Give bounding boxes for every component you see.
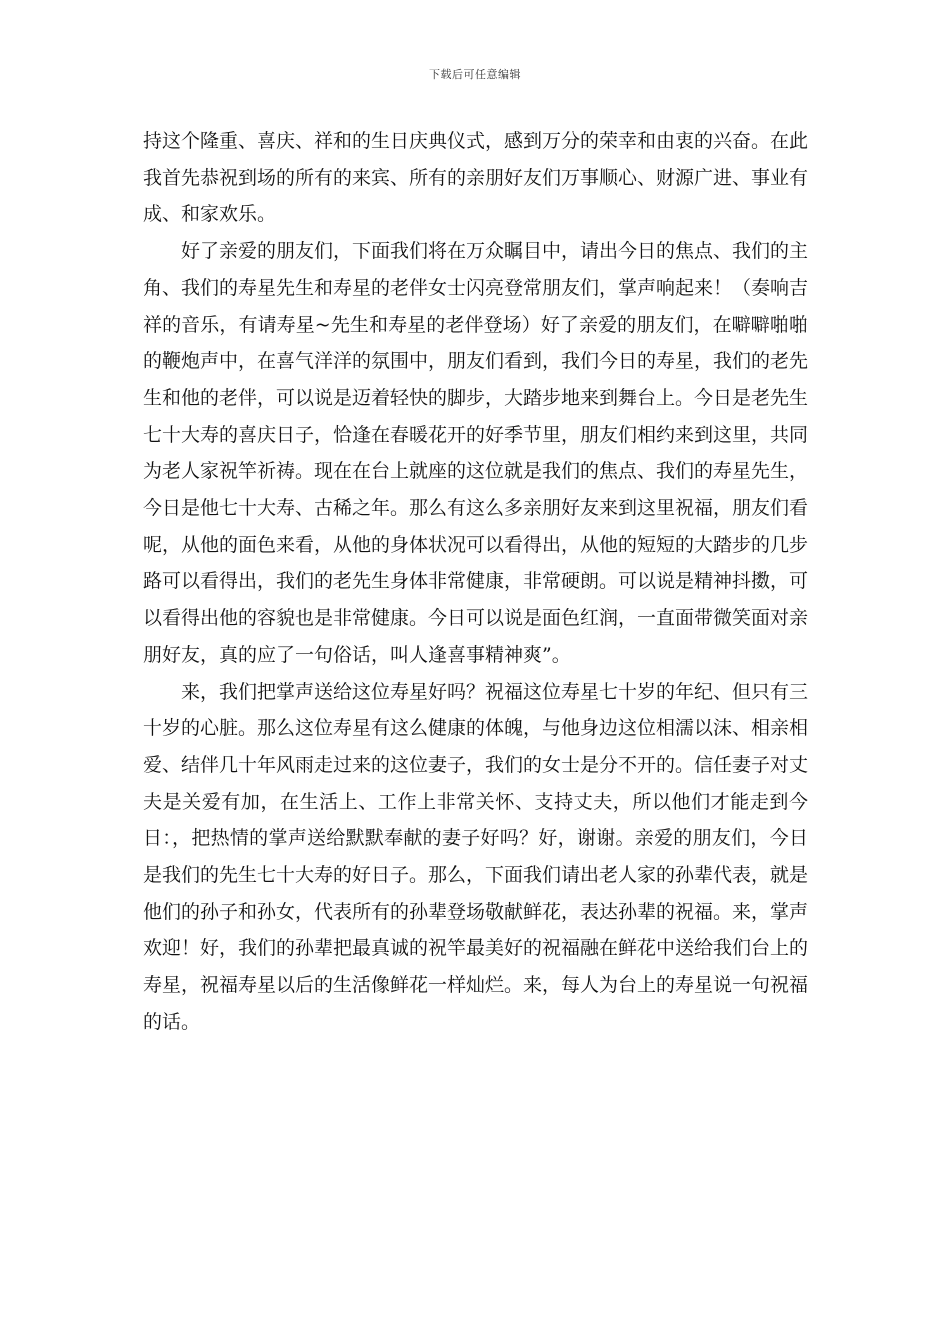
paragraph-2: 好了亲爱的朋友们，下面我们将在万众瞩目中，请出今日的焦点、我们的主角、我们的寿星先生和寿星的老伴女士闪亮登常朋友们，掌声响起来！（奏响吉祥的音乐，有请寿星~先生和寿星的老伴登场）好了亲爱的朋友们，在噼噼啪啪的鞭炮声中，在喜气洋洋的氛围中，朋友们看到，我们今日的寿星，我们的老先生和他的老伴，可以说是迈着轻快的脚步，大踏步地来到舞台上。今日是老先生七十大寿的喜庆日子，恰逢在春暖花开的好季节里，朋友们相约来到这里，共同为老人家祝竿祈祷。现在在台上就座的这位就是我们的焦点、我们的寿星先生，今日是他七十大寿、古稀之年。那么有这么多亲朋好友来到这里祝福，朋友们看呢，从他的面色来看，从他的身体状况可以看得出，从他的短短的大踏步的几步路可以看得出，我们的老先生身体非常健康，非常硬朗。可以说是精神抖擞，可以看得出他的容貌也是非常健康。今日可以说是面色红润，一直面带微笑面对亲朋好友，真的应了一句俗话，叫人逢喜事精神爽”。 <box>143 240 809 666</box>
page-header: 下载后可任意编辑 <box>429 68 521 81</box>
document-body <box>143 123 808 1041</box>
paragraph-1: 持这个隆重、喜庆、祥和的生日庆典仪式，感到万分的荣幸和由衷的兴奋。在此我首先恭祝到场的所有的来宾、所有的亲朋好友们万事顺心、财源广进、事业有成、和家欢乐。 <box>143 130 809 226</box>
paragraph-3: 来，我们把掌声送给这位寿星好吗？祝福这位寿星七十岁的年纪、但只有三十岁的心脏。那么这位寿星有这么健康的体魄，与他身边这位相濡以沫、相亲相爱、结伴几十年风雨走过来的这位妻子，我们的女士是分不开的。信任妻子对丈夫是关爱有加，在生活上、工作上非常关怀、支持丈夫，所以他们才能走到今日：，把热情的掌声送给默默奉献的妻子好吗？好，谢谢。亲爱的朋友们，今日是我们的先生七十大寿的好日子。那么，下面我们请出老人家的孙辈代表，就是他们的孙子和孙女，代表所有的孙辈登场敬献鲜花，表达孙辈的祝福。来，掌声欢迎！好，我们的孙辈把最真诚的祝竿最美好的祝福融在鲜花中送给我们台上的寿星，祝福寿星以后的生活像鲜花一样灿烂。来，每人为台上的寿星说一句祝福的话。 <box>143 680 809 1033</box>
